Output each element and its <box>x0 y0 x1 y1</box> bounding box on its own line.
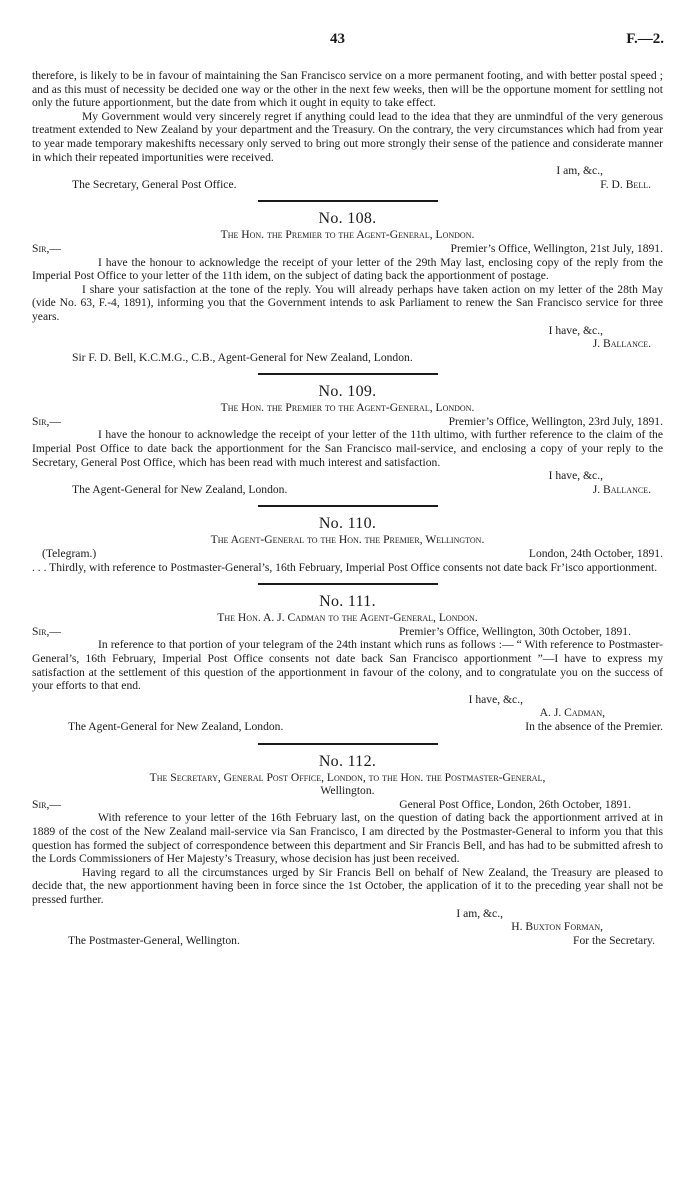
letter-heading-continued: Wellington. <box>320 784 375 798</box>
closing: I am, &c., <box>556 164 603 178</box>
section-divider <box>258 373 438 375</box>
signature: J. Ballance. <box>592 337 651 351</box>
paragraph: In reference to that portion of your telegram of the 24th instant which runs as follows :— “ With reference to Postmaster-General’s, 16th February, Imperial Post Office consents not date back San Francisco apportionment ”—I have to express my satisfaction at the settlement of this question of the apportionment in favour of the colony, and to congratulate you on the success of your efforts to that end. <box>32 638 663 693</box>
letter-heading: The Hon. the Premier to the Agent-General, London. <box>220 401 475 415</box>
salutation: Sir,— <box>32 797 61 811</box>
closing: I have, &c., <box>468 692 523 706</box>
letter-heading: The Hon. the Premier to the Agent-General, London. <box>220 228 475 242</box>
addressee: Sir F. D. Bell, K.C.M.G., C.B., Agent-General for New Zealand, London. <box>72 350 413 364</box>
paragraph: With reference to your letter of the 16th February last, on the question of dating back the apportionment arrived at in 1889 of the cost of the New Zealand mail-service via San Francisco, I am directed by the Postmaster-General to inform you that this question has formed the subject of correspondence between this department and Sir Francis Bell, and has had to be submitted afresh to the Lords Commissioners of Her Majesty’s Treasury, whose decision has just been received. <box>32 811 663 866</box>
letter-number: No. 112. <box>318 752 377 770</box>
paragraph: therefore, is likely to be in favour of maintaining the San Francisco service on a more permanent footing, and with better postal speed ; and as this must of necessity be decided one way or the other in the next few weeks, then will be the opportune moment for settling not only the future apportionment, but the date from which it ought in equity to take effect. <box>32 69 663 110</box>
letter-number: No. 108. <box>318 210 377 228</box>
paragraph: My Government would very sincerely regret if anything could lead to the idea that they are unmindful of the very generous treatment extended to New Zealand by your department and the Treasury. On the contrary, the very circumstances which had from year to year made temporary makeshifts necessary only served to bring out more strongly their sense of the patience and considerate manner in which their repeated importunities were received. <box>32 109 663 164</box>
salutation-line <box>32 625 663 639</box>
signature-line <box>32 178 663 192</box>
paragraph: I have the honour to acknowledge the receipt of your letter of the 11th ultimo, with further reference to the claim of the Imperial Post Office to date back the apportionment for the San Francisco mail-service, and enclosing a copy of your reply to the Secretary, General Post Office, which has been read with much interest and satisfaction. <box>32 428 663 469</box>
page-reference: F.—2. <box>626 31 664 47</box>
addressee: The Agent-General for New Zealand, London. <box>68 719 284 733</box>
signature: H. Buxton Forman, <box>511 920 603 934</box>
capacity: In the absence of the Premier. <box>525 719 663 733</box>
letter-heading: The Hon. A. J. Cadman to the Agent-General, London. <box>217 611 478 625</box>
closing: I have, &c., <box>548 469 603 483</box>
place-date: Premier’s Office, Wellington, 23rd July, 1891. <box>448 414 663 428</box>
salutation-line <box>32 415 663 429</box>
signature: A. J. Cadman, <box>539 706 605 720</box>
signature: J. Ballance. <box>592 482 651 496</box>
closing: I am, &c., <box>456 906 503 920</box>
closing: I have, &c., <box>548 323 603 337</box>
place-date: General Post Office, London, 26th October, 1891. <box>399 797 631 811</box>
section-divider <box>258 505 438 507</box>
letter-heading: The Agent-General to the Hon. the Premier, Wellington. <box>210 533 485 547</box>
salutation-line <box>32 798 663 812</box>
telegram-line <box>32 547 663 561</box>
page-number: 43 <box>330 31 345 47</box>
paragraph: . . . Thirdly, with reference to Postmaster-General’s, 16th February, Imperial Post Office consents not date back Fr’isco apportionment. <box>32 560 658 574</box>
paragraph: I share your satisfaction at the tone of the reply. You will already perhaps have taken action on my letter of the 28th May (vide No. 63, F.-4, 1891), informing you that the Government intends to ask Parliament to renew the San Francisco service for three years. <box>32 282 663 323</box>
addressee: The Postmaster-General, Wellington. <box>68 933 240 947</box>
letter-number: No. 111. <box>319 593 376 611</box>
letter-number: No. 110. <box>318 515 377 533</box>
capacity: For the Secretary. <box>573 933 655 947</box>
letter-number: No. 109. <box>318 383 377 401</box>
signature-line <box>32 483 663 497</box>
document-body <box>32 69 663 947</box>
telegram-label: (Telegram.) <box>42 547 97 561</box>
salutation-line <box>32 242 663 256</box>
addressee: The Agent-General for New Zealand, London. <box>72 482 288 496</box>
place-date: Premier’s Office, Wellington, 30th October, 1891. <box>398 624 631 638</box>
salutation: Sir,— <box>32 241 61 255</box>
paragraph: Having regard to all the circumstances urged by Sir Francis Bell on behalf of New Zealand, the Treasury are pleased to decide that, the new apportionment having been in force since the 1st October, the application of it to the preceding year shall not be pressed further. <box>32 865 663 906</box>
section-divider <box>258 743 438 745</box>
salutation: Sir,— <box>32 624 61 638</box>
salutation: Sir,— <box>32 414 61 428</box>
signature: F. D. Bell. <box>600 177 651 191</box>
addressee-line <box>32 720 663 734</box>
place-date: London, 24th October, 1891. <box>528 547 663 561</box>
addressee-line <box>32 934 663 948</box>
place-date: Premier’s Office, Wellington, 21st July, 1891. <box>450 241 663 255</box>
addressee: The Secretary, General Post Office. <box>72 177 237 191</box>
letter-heading: The Secretary, General Post Office, London, to the Hon. the Postmaster-General, <box>149 770 546 784</box>
section-divider <box>258 583 438 585</box>
paragraph: I have the honour to acknowledge the receipt of your letter of the 29th May last, enclosing copy of the reply from the Imperial Post Office to your letter of the 11th idem, on the subject of dating back the apportionment of postage. <box>32 255 663 283</box>
section-divider <box>258 200 438 202</box>
